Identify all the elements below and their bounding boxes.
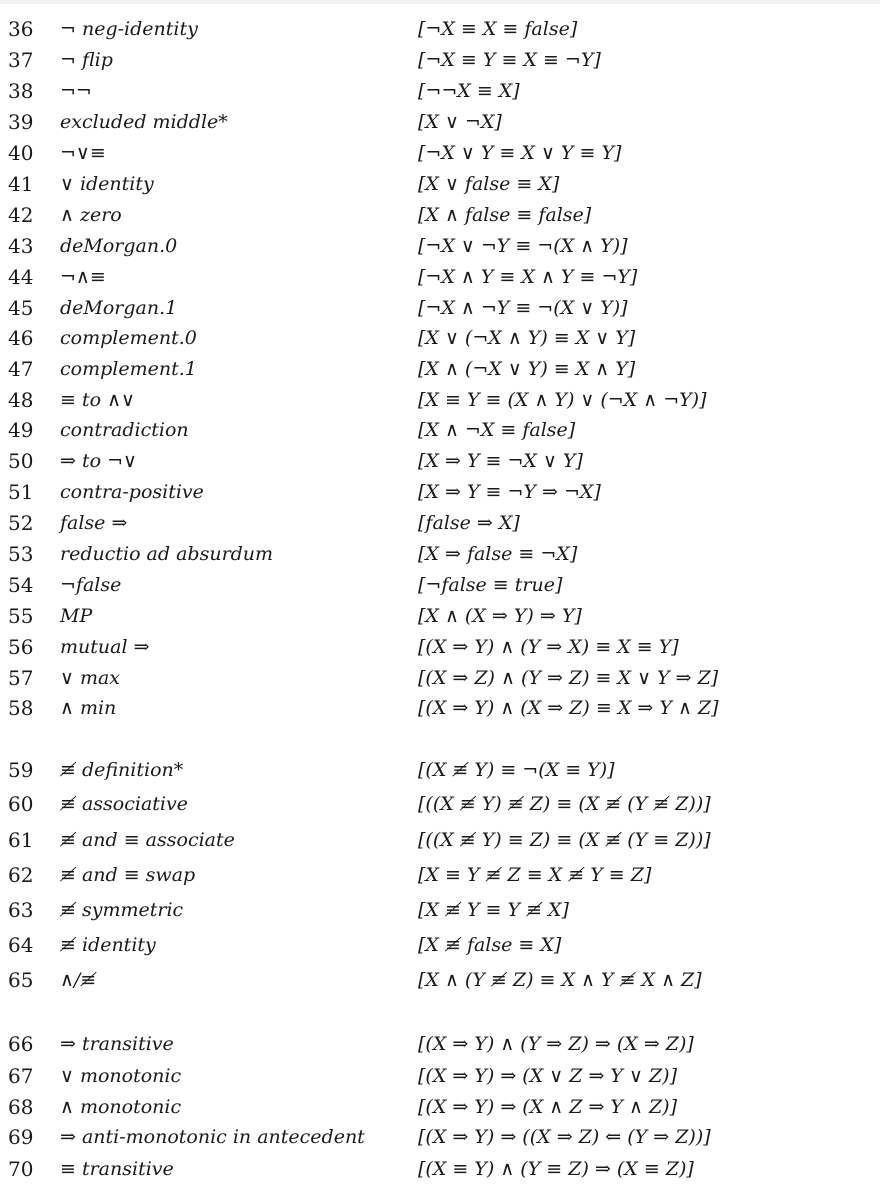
law-formula: [X ∧ (X ⇒ Y) ⇒ Y] xyxy=(418,605,582,627)
law-number: 55 xyxy=(8,604,34,628)
law-row xyxy=(0,930,880,960)
law-formula: [X ≢ Y ≡ Y ≢ X] xyxy=(418,899,569,921)
law-formula: [(X ⇒ Y) ∧ (X ⇒ Z) ≡ X ⇒ Y ∧ Z] xyxy=(418,697,719,719)
law-name: complement.1 xyxy=(60,358,197,380)
law-formula: [(X ⇒ Y) ⇒ (X ∨ Z ⇒ Y ∨ Z)] xyxy=(418,1065,677,1087)
law-formula: [X ∨ ¬X] xyxy=(418,111,502,133)
law-formula: [X ≡ Y ≢ Z ≡ X ≢ Y ≡ Z] xyxy=(418,864,652,886)
law-name: mutual ⇒ xyxy=(60,636,150,658)
law-row xyxy=(0,860,880,890)
law-name: ∧ zero xyxy=(60,204,122,226)
law-number: 64 xyxy=(8,933,34,957)
law-name: ≢ identity xyxy=(60,934,156,956)
law-number: 46 xyxy=(8,326,34,350)
law-formula: [(X ≡ Y) ∧ (Y ≡ Z) ⇒ (X ≡ Z)] xyxy=(418,1158,694,1180)
law-name: excluded middle* xyxy=(60,111,228,133)
law-formula: [¬X ∧ ¬Y ≡ ¬(X ∨ Y)] xyxy=(418,297,628,319)
law-formula: [(X ⇒ Y) ⇒ ((X ⇒ Z) ⇐ (Y ⇒ Z))] xyxy=(418,1126,711,1148)
law-formula: [(X ⇒ Z) ∧ (Y ⇒ Z) ≡ X ∨ Y ⇒ Z] xyxy=(418,667,719,689)
law-number: 51 xyxy=(8,480,34,504)
law-row xyxy=(0,262,880,292)
law-number: 36 xyxy=(8,17,34,41)
law-name: ∨ max xyxy=(60,667,121,689)
law-number: 62 xyxy=(8,863,34,887)
law-row xyxy=(0,446,880,476)
law-name: MP xyxy=(60,605,93,627)
law-row xyxy=(0,789,880,819)
law-row xyxy=(0,14,880,44)
law-number: 68 xyxy=(8,1095,34,1119)
law-row xyxy=(0,477,880,507)
law-formula: [((X ≢ Y) ≢ Z) ≡ (X ≢ (Y ≢ Z))] xyxy=(418,793,711,815)
law-row xyxy=(0,169,880,199)
law-row xyxy=(0,76,880,106)
law-name: ⇒ transitive xyxy=(60,1033,174,1055)
law-row xyxy=(0,293,880,323)
law-formula: [(X ≢ Y) ≡ ¬(X ≡ Y)] xyxy=(418,759,615,781)
law-formula: [X ∨ false ≡ X] xyxy=(418,173,560,195)
law-formula: [false ⇒ X] xyxy=(418,512,520,534)
law-name: ¬ neg-identity xyxy=(60,18,198,40)
law-row xyxy=(0,107,880,137)
law-number: 59 xyxy=(8,758,34,782)
law-row xyxy=(0,415,880,445)
law-name: ∨ identity xyxy=(60,173,154,195)
law-row xyxy=(0,663,880,693)
law-row xyxy=(0,601,880,631)
law-name: ≡ transitive xyxy=(60,1158,174,1180)
law-row xyxy=(0,1029,880,1059)
law-number: 70 xyxy=(8,1157,34,1181)
law-number: 54 xyxy=(8,573,34,597)
law-number: 69 xyxy=(8,1125,34,1149)
law-row xyxy=(0,570,880,600)
law-row xyxy=(0,231,880,261)
law-number: 41 xyxy=(8,172,34,196)
law-row xyxy=(0,1092,880,1122)
law-formula: [X ⇒ false ≡ ¬X] xyxy=(418,543,578,565)
law-number: 45 xyxy=(8,296,34,320)
law-name: deMorgan.1 xyxy=(60,297,178,319)
law-number: 43 xyxy=(8,234,34,258)
law-number: 63 xyxy=(8,898,34,922)
law-name: ¬false xyxy=(60,574,122,596)
law-name: ≢ and ≡ associate xyxy=(60,829,235,851)
law-name: contra-positive xyxy=(60,481,204,503)
law-number: 40 xyxy=(8,141,34,165)
law-name: ∧ min xyxy=(60,697,117,719)
law-number: 49 xyxy=(8,418,34,442)
law-row xyxy=(0,508,880,538)
law-formula: [X ∧ (¬X ∨ Y) ≡ X ∧ Y] xyxy=(418,358,636,380)
law-number: 60 xyxy=(8,792,34,816)
law-name: ¬∨≡ xyxy=(60,142,106,164)
law-name: ≢ symmetric xyxy=(60,899,184,921)
law-name: ∧ monotonic xyxy=(60,1096,182,1118)
law-row xyxy=(0,965,880,995)
law-row xyxy=(0,755,880,785)
law-name: contradiction xyxy=(60,419,189,441)
law-row xyxy=(0,693,880,723)
law-name: ∨ monotonic xyxy=(60,1065,182,1087)
law-formula: [X ≢ false ≡ X] xyxy=(418,934,562,956)
law-number: 67 xyxy=(8,1064,34,1088)
law-number: 53 xyxy=(8,542,34,566)
law-formula: [¬¬X ≡ X] xyxy=(418,80,520,102)
law-name: ≢ definition* xyxy=(60,759,184,781)
law-number: 42 xyxy=(8,203,34,227)
law-number: 58 xyxy=(8,696,34,720)
law-name: reductio ad absurdum xyxy=(60,543,274,565)
law-number: 44 xyxy=(8,265,34,289)
law-name: complement.0 xyxy=(60,327,197,349)
law-number: 50 xyxy=(8,449,34,473)
law-formula: [((X ≢ Y) ≡ Z) ≡ (X ≢ (Y ≡ Z))] xyxy=(418,829,711,851)
law-row xyxy=(0,323,880,353)
law-formula: [X ⇒ Y ≡ ¬Y ⇒ ¬X] xyxy=(418,481,601,503)
law-formula: [(X ⇒ Y) ∧ (Y ⇒ X) ≡ X ≡ Y] xyxy=(418,636,679,658)
law-number: 52 xyxy=(8,511,34,535)
law-number: 61 xyxy=(8,828,34,852)
law-formula: [¬X ∨ ¬Y ≡ ¬(X ∧ Y)] xyxy=(418,235,628,257)
law-name: ≢ and ≡ swap xyxy=(60,864,196,886)
law-formula: [X ∧ false ≡ false] xyxy=(418,204,592,226)
law-formula: [(X ⇒ Y) ∧ (Y ⇒ Z) ⇒ (X ⇒ Z)] xyxy=(418,1033,694,1055)
law-row xyxy=(0,1122,880,1152)
law-row xyxy=(0,632,880,662)
law-number: 38 xyxy=(8,79,34,103)
law-name: ≢ associative xyxy=(60,793,188,815)
law-formula: [¬X ∧ Y ≡ X ∧ Y ≡ ¬Y] xyxy=(418,266,638,288)
law-row xyxy=(0,138,880,168)
law-formula: [X ∧ ¬X ≡ false] xyxy=(418,419,576,441)
law-formula: [X ∨ (¬X ∧ Y) ≡ X ∨ Y] xyxy=(418,327,636,349)
law-formula: [¬X ≡ X ≡ false] xyxy=(418,18,578,40)
law-number: 56 xyxy=(8,635,34,659)
law-row xyxy=(0,354,880,384)
law-name: ∧/≢ xyxy=(60,969,97,991)
law-row xyxy=(0,200,880,230)
law-number: 57 xyxy=(8,666,34,690)
law-name: false ⇒ xyxy=(60,512,128,534)
law-formula: [X ⇒ Y ≡ ¬X ∨ Y] xyxy=(418,450,583,472)
law-row xyxy=(0,895,880,925)
law-row xyxy=(0,385,880,415)
law-name: deMorgan.0 xyxy=(60,235,178,257)
law-formula: [¬X ≡ Y ≡ X ≡ ¬Y] xyxy=(418,49,601,71)
law-number: 48 xyxy=(8,388,34,412)
law-name: ≡ to ∧∨ xyxy=(60,389,135,411)
law-formula: [(X ⇒ Y) ⇒ (X ∧ Z ⇒ Y ∧ Z)] xyxy=(418,1096,677,1118)
law-number: 39 xyxy=(8,110,34,134)
law-row xyxy=(0,825,880,855)
law-row xyxy=(0,1154,880,1184)
law-number: 47 xyxy=(8,357,34,381)
law-name: ¬ flip xyxy=(60,49,113,71)
law-name: ¬¬ xyxy=(60,80,92,102)
law-formula: [X ∧ (Y ≢ Z) ≡ X ∧ Y ≢ X ∧ Z] xyxy=(418,969,702,991)
law-name: ⇒ anti-monotonic in antecedent xyxy=(60,1126,365,1148)
law-formula: [¬X ∨ Y ≡ X ∨ Y ≡ Y] xyxy=(418,142,622,164)
law-number: 37 xyxy=(8,48,34,72)
law-row xyxy=(0,539,880,569)
law-formula: [¬false ≡ true] xyxy=(418,574,563,596)
law-name: ⇒ to ¬∨ xyxy=(60,450,137,472)
law-number: 65 xyxy=(8,968,34,992)
law-row xyxy=(0,45,880,75)
law-number: 66 xyxy=(8,1032,34,1056)
law-row xyxy=(0,1061,880,1091)
law-formula: [X ≡ Y ≡ (X ∧ Y) ∨ (¬X ∧ ¬Y)] xyxy=(418,389,707,411)
law-name: ¬∧≡ xyxy=(60,266,106,288)
